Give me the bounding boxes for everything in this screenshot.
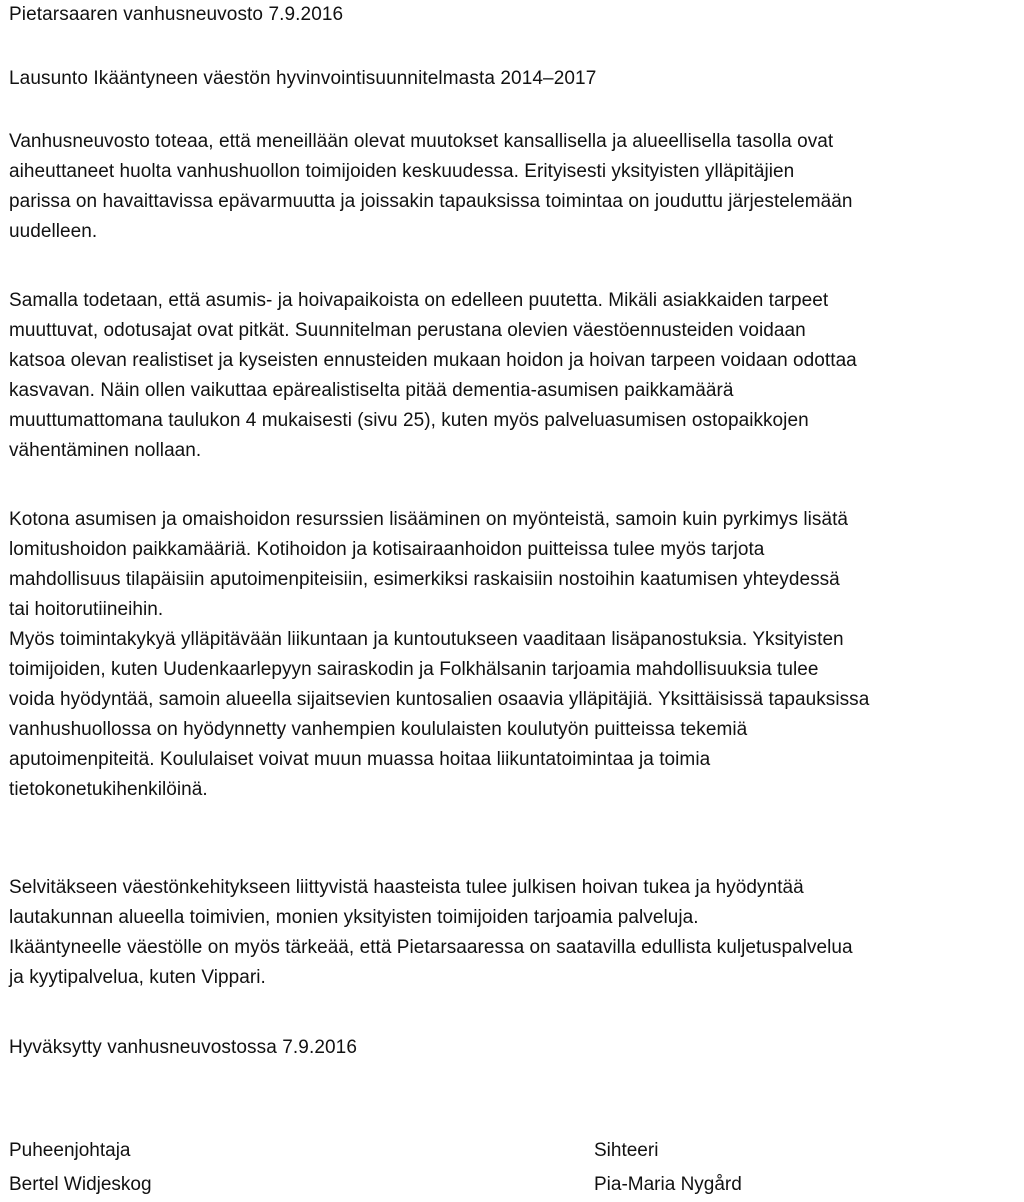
paragraph-line: vanhushuollossa on hyödynnetty vanhempien koululaisten koulutyön puitteissa tekemiä (9, 719, 748, 740)
paragraph-line: toimijoiden, kuten Uudenkaarlepyyn sairaskodin ja Folkhälsanin tarjoamia mahdollisuuksia tulee (9, 659, 819, 680)
paragraph-line: ja kyytipalvelua, kuten Vippari. (9, 967, 266, 988)
paragraph-line: muuttumattomana taulukon 4 mukaisesti (sivu 25), kuten myös palveluasumisen ostopaikkojen (9, 410, 809, 431)
paragraph-line: mahdollisuus tilapäisiin aputoimenpiteisiin, esimerkiksi raskaisiin nostoihin kaatumisen yhteydessä (9, 569, 840, 590)
approval-note: Hyväksytty vanhusneuvostossa 7.9.2016 (9, 1037, 358, 1058)
paragraph-line: aputoimenpiteitä. Koululaiset voivat muun muassa hoitaa liikuntatoimintaa ja toimia (9, 749, 711, 770)
paragraph-line: lautakunnan alueella toimivien, monien yksityisten toimijoiden tarjoamia palveluja. (9, 907, 699, 928)
paragraph-line: Samalla todetaan, että asumis- ja hoivapaikoista on edelleen puutetta. Mikäli asiakkaiden tarpeet (9, 290, 829, 311)
chair-role: Puheenjohtaja (9, 1140, 131, 1161)
meeting-header: Pietarsaaren vanhusneuvosto 7.9.2016 (9, 4, 344, 25)
chair-signature-block (9, 1134, 152, 1202)
paragraph-line: Kotona asumisen ja omaishoidon resurssien lisääminen on myönteistä, samoin kuin pyrkimys lisätä (9, 509, 849, 530)
paragraph-line: kasvavan. Näin ollen vaikuttaa epärealistiselta pitää dementia-asumisen paikkamäärä (9, 380, 734, 401)
secretary-name: Pia-Maria Nygård (594, 1174, 742, 1195)
paragraph-line: Selvitäkseen väestönkehitykseen liittyvistä haasteista tulee julkisen hoivan tukea ja hyödyntää (9, 877, 804, 898)
paragraph-line: muuttuvat, odotusajat ovat pitkät. Suunnitelman perustana olevien väestöennusteiden voidaan (9, 320, 806, 341)
paragraph-line: Ikääntyneelle väestölle on myös tärkeää, että Pietarsaaressa on saatavilla edullista kuljetuspalvelua (9, 937, 853, 958)
paragraph-line: uudelleen. (9, 221, 98, 242)
secretary-role: Sihteeri (594, 1140, 659, 1161)
paragraph-line: tietokonetukihenkilöinä. (9, 779, 208, 800)
paragraph-line: lomitushoidon paikkamääriä. Kotihoidon ja kotisairaanhoidon puitteissa tulee myös tarjota (9, 539, 765, 560)
paragraph-line: parissa on havaittavissa epävarmuutta ja joissakin tapauksissa toimintaa on jouduttu järjestelemään (9, 191, 853, 212)
paragraph-line: Myös toimintakykyä ylläpitävään liikuntaan ja kuntoutukseen vaaditaan lisäpanostuksia. Yksityisten (9, 629, 844, 650)
paragraph-2 (9, 286, 1019, 466)
document-title: Lausunto Ikääntyneen väestön hyvinvointisuunnitelmasta 2014–2017 (9, 68, 597, 89)
paragraph-line: katsoa olevan realistiset ja kyseisten ennusteiden mukaan hoidon ja hoivan tarpeen voidaan odottaa (9, 350, 857, 371)
paragraph-line: Vanhusneuvosto toteaa, että meneillään olevat muutokset kansallisella ja alueellisella tasolla ovat (9, 131, 834, 152)
paragraph-3 (9, 505, 1019, 805)
chair-name: Bertel Widjeskog (9, 1174, 152, 1195)
paragraph-4 (9, 873, 1019, 993)
paragraph-line: aiheuttaneet huolta vanhushuollon toimijoiden keskuudessa. Erityisesti yksityisten ylläpitäjien (9, 161, 795, 182)
paragraph-1 (9, 127, 1019, 247)
paragraph-line: tai hoitorutiineihin. (9, 599, 164, 620)
paragraph-line: voida hyödyntää, samoin alueella sijaitsevien kuntosalien osaavia ylläpitäjiä. Yksittäisissä tapauksissa (9, 689, 870, 710)
secretary-signature-block (594, 1134, 742, 1202)
paragraph-line: vähentäminen nollaan. (9, 440, 202, 461)
